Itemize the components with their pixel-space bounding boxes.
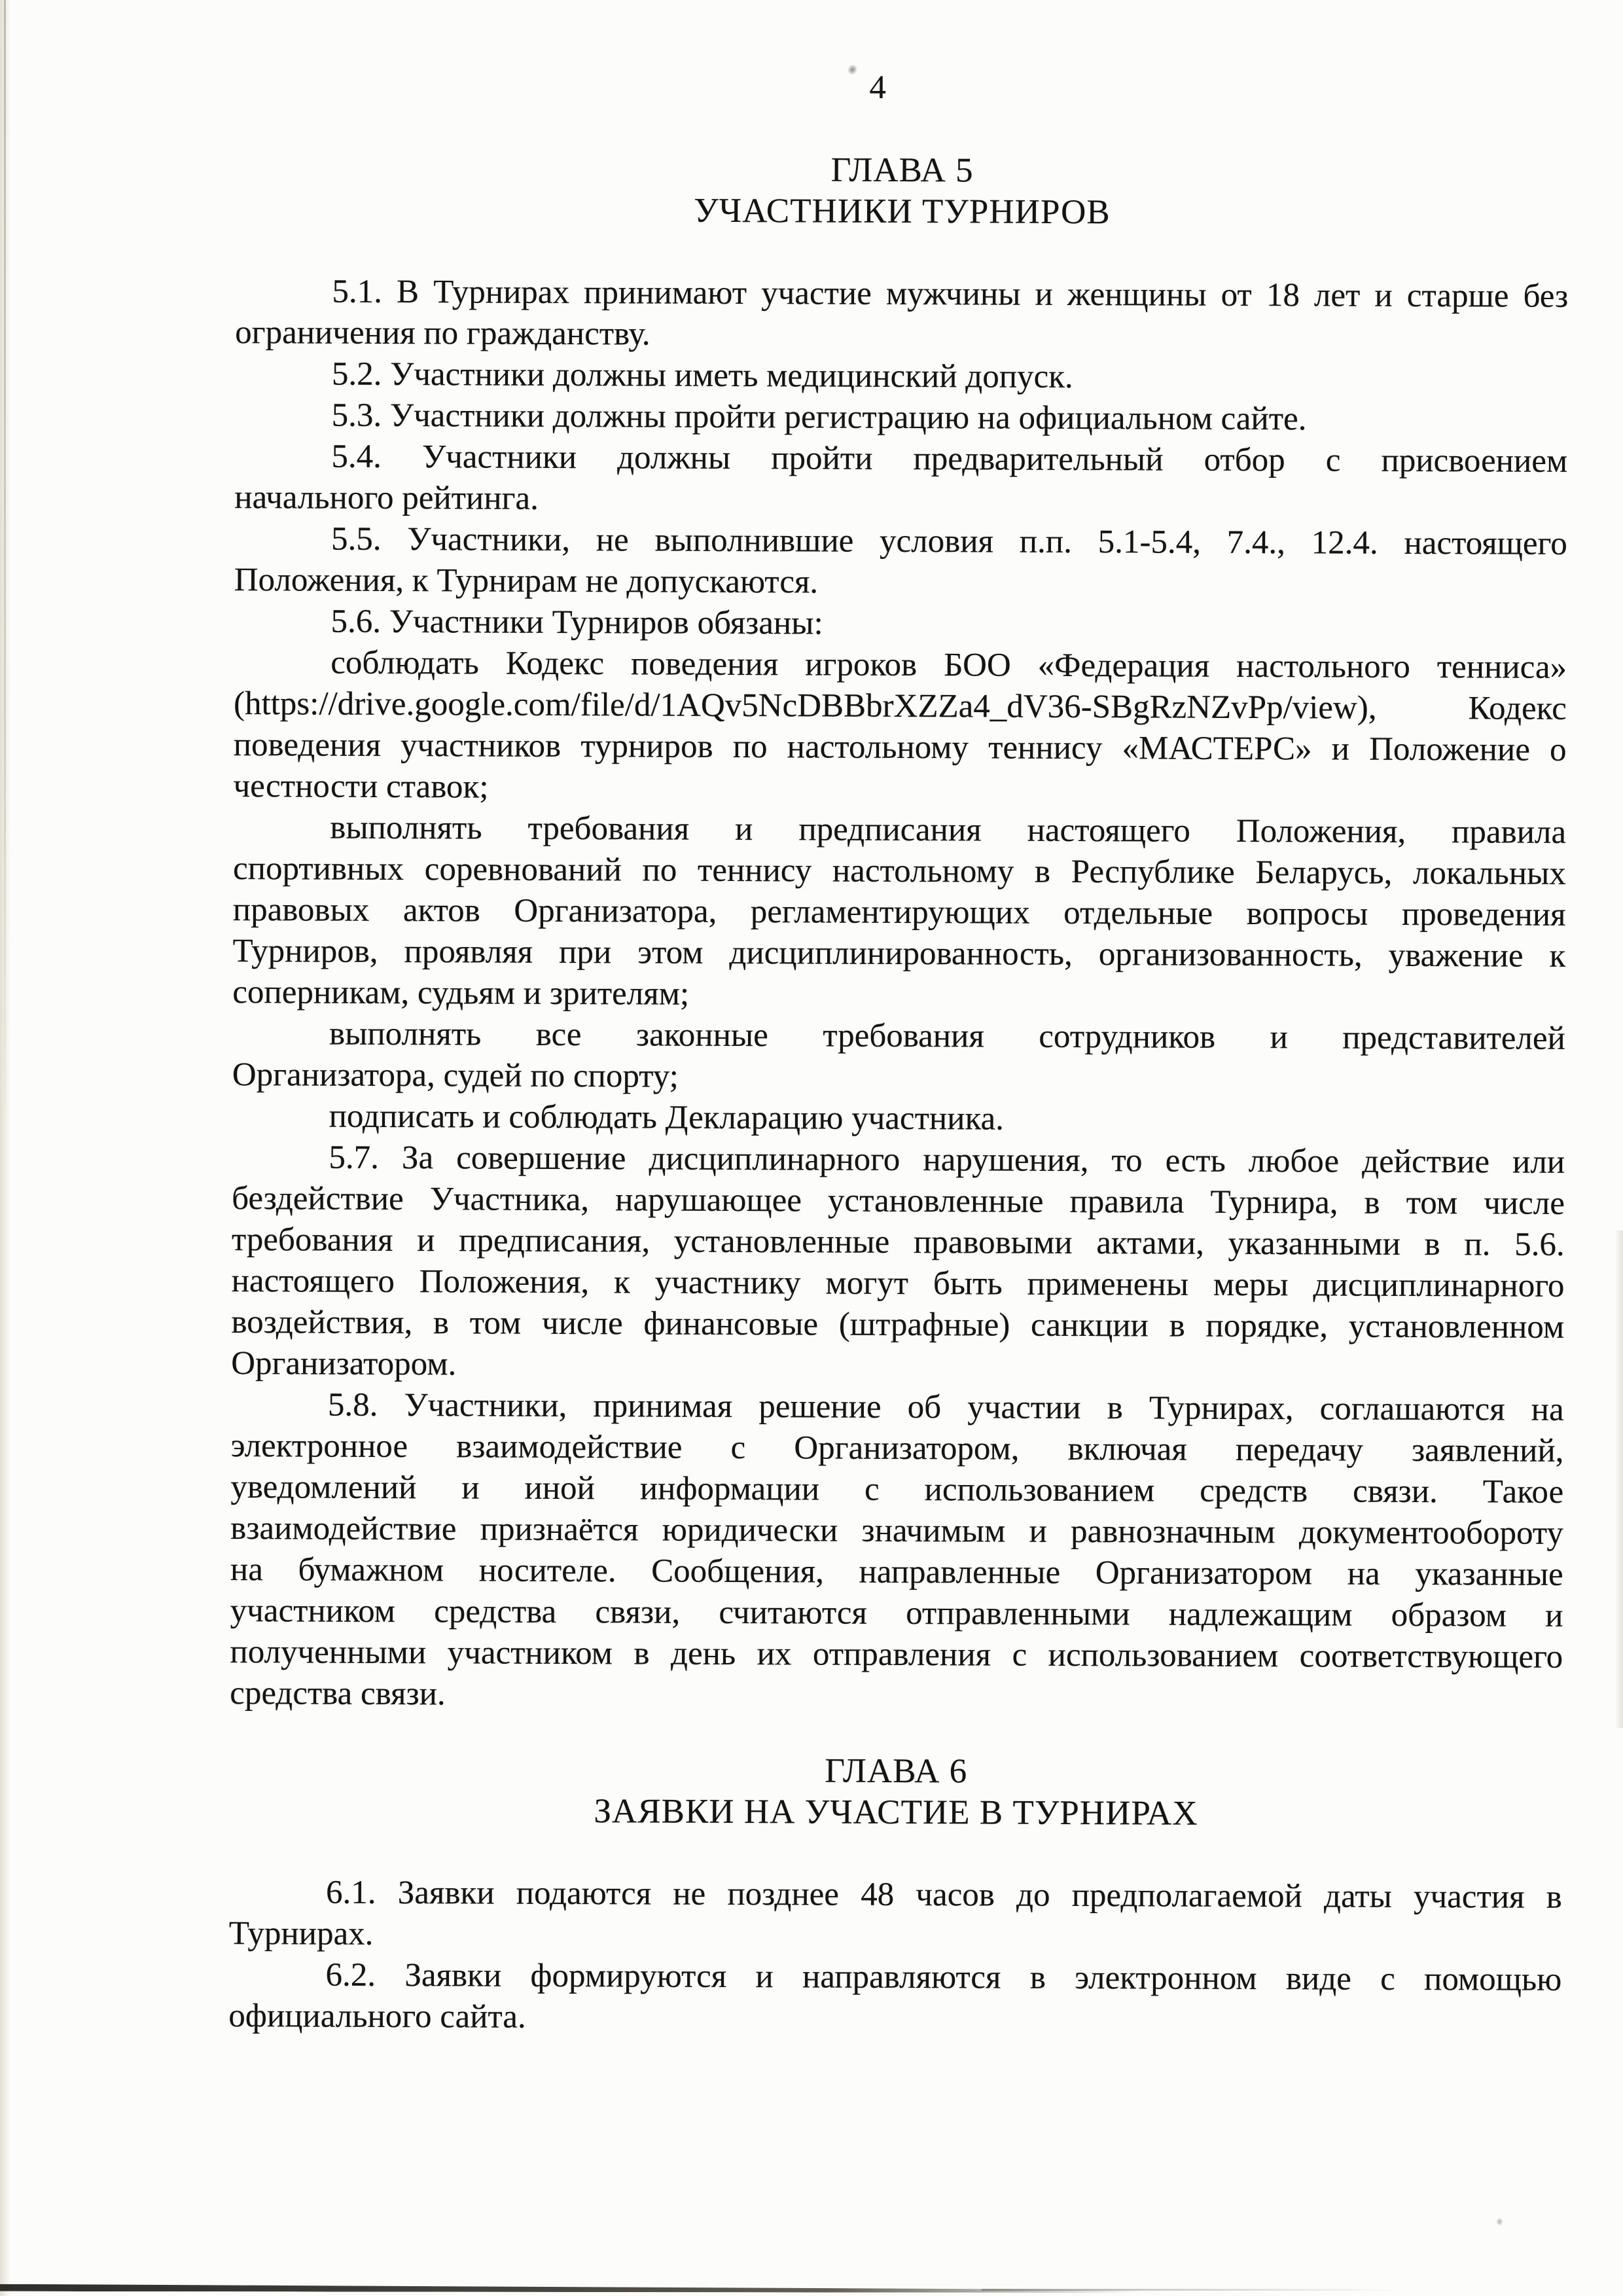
text-line-content: честности ставок;: [233, 768, 489, 806]
text-line-content: Турнирах.: [228, 1915, 374, 1952]
text-line: [232, 1096, 1565, 1142]
text-line-content: подписать и соблюдать Декларацию участника.: [329, 1098, 1005, 1138]
text-line: [231, 1343, 1564, 1390]
text-line: [234, 560, 1567, 606]
text-line: [230, 1590, 1563, 1637]
text-line-content: Организатором.: [231, 1345, 457, 1383]
text-line: [229, 1872, 1562, 1918]
text-line-content: выполнять все законные требования сотрудников и представителей: [329, 1015, 1565, 1057]
paragraph: [229, 1872, 1562, 1960]
text-line-content: на бумажном носителе. Сообщения, направленные Организатором на указанные: [230, 1551, 1563, 1593]
scan-bottom-line-fade-artifact: [982, 2289, 1400, 2291]
scan-speck-artifact: [1496, 2217, 1503, 2226]
text-line-content: 5.2. Участники должны иметь медицинский допуск.: [331, 355, 1073, 396]
text-line: [234, 518, 1567, 565]
text-line: [232, 1261, 1565, 1307]
text-line-content: выполнять требования и предписания настоящего Положения, правила: [330, 809, 1567, 851]
paragraph: [230, 1384, 1564, 1719]
text-line-content: (https://drive.google.com/file/d/1AQv5NcDBBbrXZZa4_dV36-SBgRzNZvPp/view), Кодекс: [233, 685, 1567, 727]
text-line-content: официального сайта.: [228, 1998, 526, 2036]
text-line: [231, 1302, 1564, 1348]
paragraph: [231, 1137, 1565, 1390]
paragraph: [235, 353, 1568, 400]
text-line-content: спортивных соревнований по теннису настольному в Республике Беларусь, локальных: [232, 850, 1566, 892]
chapter-title-line: ГЛАВА 5: [830, 151, 974, 190]
text-line-content: 6.2. Заявки формируются и направляются в электронном виде с помощью: [325, 1956, 1562, 1998]
text-line: [231, 1384, 1564, 1431]
paragraph: [232, 1096, 1565, 1142]
chapter-heading: [236, 147, 1569, 235]
text-line-content: взаимодействие признаётся юридически значимым и равнозначным документообороту: [230, 1510, 1564, 1552]
text-line: [232, 1013, 1565, 1060]
chapter-title-line: ГЛАВА 6: [825, 1751, 968, 1791]
text-line: [230, 1467, 1563, 1513]
text-line-content: участником средства связи, считаются отправленными надлежащим образом и: [230, 1592, 1563, 1634]
chapter: [228, 1748, 1563, 2042]
text-line: [235, 271, 1568, 317]
text-line: [232, 972, 1565, 1018]
text-line-content: 5.6. Участники Турниров обязаны:: [330, 603, 823, 642]
text-line: [234, 477, 1567, 524]
text-line: [233, 889, 1566, 936]
paragraph: [228, 1954, 1561, 2042]
text-line-content: 6.1. Заявки подаются не позднее 48 часов до предполагаемой даты участия в: [325, 1874, 1562, 1916]
chapter: [230, 147, 1569, 1719]
text-line: [233, 766, 1566, 812]
scan-bottom-line-artifact: [0, 2284, 1152, 2293]
text-line-content: бездействие Участника, нарушающее установленные правила Турнира, в том числе: [232, 1180, 1565, 1222]
chapter-title-line: УЧАСТНИКИ ТУРНИРОВ: [694, 191, 1111, 232]
text-line-content: электронное взаимодействие с Организатором, включая передачу заявлений,: [230, 1427, 1564, 1469]
text-line: [231, 1426, 1564, 1472]
text-line-content: воздействия, в том числе финансовые (штрафные) санкции в порядке, установленном: [231, 1304, 1565, 1346]
text-line: [234, 725, 1567, 771]
text-line: [235, 312, 1568, 359]
chapter-heading: [229, 1748, 1562, 1836]
text-line-content: Турниров, проявляя при этом дисциплинированность, организованность, уважение к: [232, 933, 1566, 975]
text-line-content: 5.4. Участники должны пройти предварительный отбор с присвоением: [331, 438, 1568, 480]
text-line: [229, 1913, 1562, 1960]
text-line-content: средства связи.: [230, 1675, 446, 1713]
text-line-content: 5.3. Участники должны пройти регистрацию на официальном сайте.: [331, 397, 1307, 438]
paragraph: [235, 395, 1568, 441]
text-line-content: настоящего Положения, к участнику могут быть применены меры дисциплинарного: [231, 1263, 1565, 1304]
text-line: [232, 1054, 1565, 1101]
text-line: [232, 1219, 1565, 1266]
text-line-content: соблюдать Кодекс поведения игроков БОО «Федерация настольного тенниса»: [330, 644, 1567, 686]
paragraph: [235, 271, 1568, 359]
text-line: [228, 1996, 1561, 2042]
text-line: [232, 1178, 1565, 1225]
text-line-content: начального рейтинга.: [234, 479, 539, 517]
text-line-content: 5.7. За совершение дисциплинарного нарушения, то есть любое действие или: [329, 1139, 1565, 1181]
text-line-content: 5.8. Участники, принимая решение об участии в Турнирах, соглашаются на: [327, 1386, 1564, 1428]
paragraph: [234, 518, 1567, 606]
text-line: [233, 807, 1566, 853]
scan-left-edge-line-artifact: [4, 0, 6, 1145]
text-line: [234, 683, 1567, 730]
text-line-content: уведомлений и иной информации с использованием средств связи. Такое: [230, 1469, 1564, 1511]
text-line: [232, 1137, 1565, 1183]
text-line: [230, 1549, 1563, 1596]
text-line: [235, 353, 1568, 400]
text-line-content: требования и предписания, установленные правовыми актами, указанными в п. 5.6.: [231, 1221, 1565, 1263]
chapter-title-line: ЗАЯВКИ НА УЧАСТИЕ В ТУРНИРАХ: [594, 1792, 1198, 1833]
text-line-content: ограничения по гражданству.: [235, 314, 651, 353]
page-number: 4: [869, 69, 887, 106]
text-line: [230, 1673, 1563, 1719]
text-line-content: 5.5. Участники, не выполнившие условия п.п. 5.1-5.4, 7.4., 12.4. настоящего: [330, 520, 1567, 562]
text-line-content: правовых актов Организатора, регламентирующих отдельные вопросы проведения: [232, 891, 1566, 933]
text-line-content: полученными участником в день их отправления с использованием соответствующего: [230, 1634, 1563, 1676]
document-body: [228, 147, 1569, 2042]
text-line: [234, 436, 1567, 482]
text-line: [235, 395, 1568, 441]
text-line: [234, 642, 1567, 689]
text-line: [230, 1508, 1563, 1554]
paragraph: [232, 807, 1566, 1018]
document-content: [228, 65, 1569, 2042]
paragraph: [234, 601, 1567, 647]
paragraph: [234, 436, 1567, 524]
text-line-content: поведения участников турниров по настольному теннису «МАСТЕРС» и Положение о: [233, 726, 1567, 768]
scan-right-edge-artifact: [1615, 1230, 1623, 1728]
text-line: [234, 601, 1567, 647]
paragraph: [233, 642, 1567, 812]
paragraph: [232, 1013, 1565, 1101]
text-line: [232, 931, 1565, 977]
text-line: [233, 848, 1566, 895]
text-line-content: соперникам, судьям и зрителям;: [232, 974, 690, 1013]
text-line-content: 5.1. В Турнирах принимают участие мужчины и женщины от 18 лет и старше без: [332, 273, 1569, 315]
text-line-content: Положения, к Турнирам не допускаются.: [234, 562, 819, 601]
text-line: [228, 1954, 1561, 2001]
text-line: [230, 1632, 1563, 1678]
text-line-content: Организатора, судей по спорту;: [232, 1056, 679, 1095]
